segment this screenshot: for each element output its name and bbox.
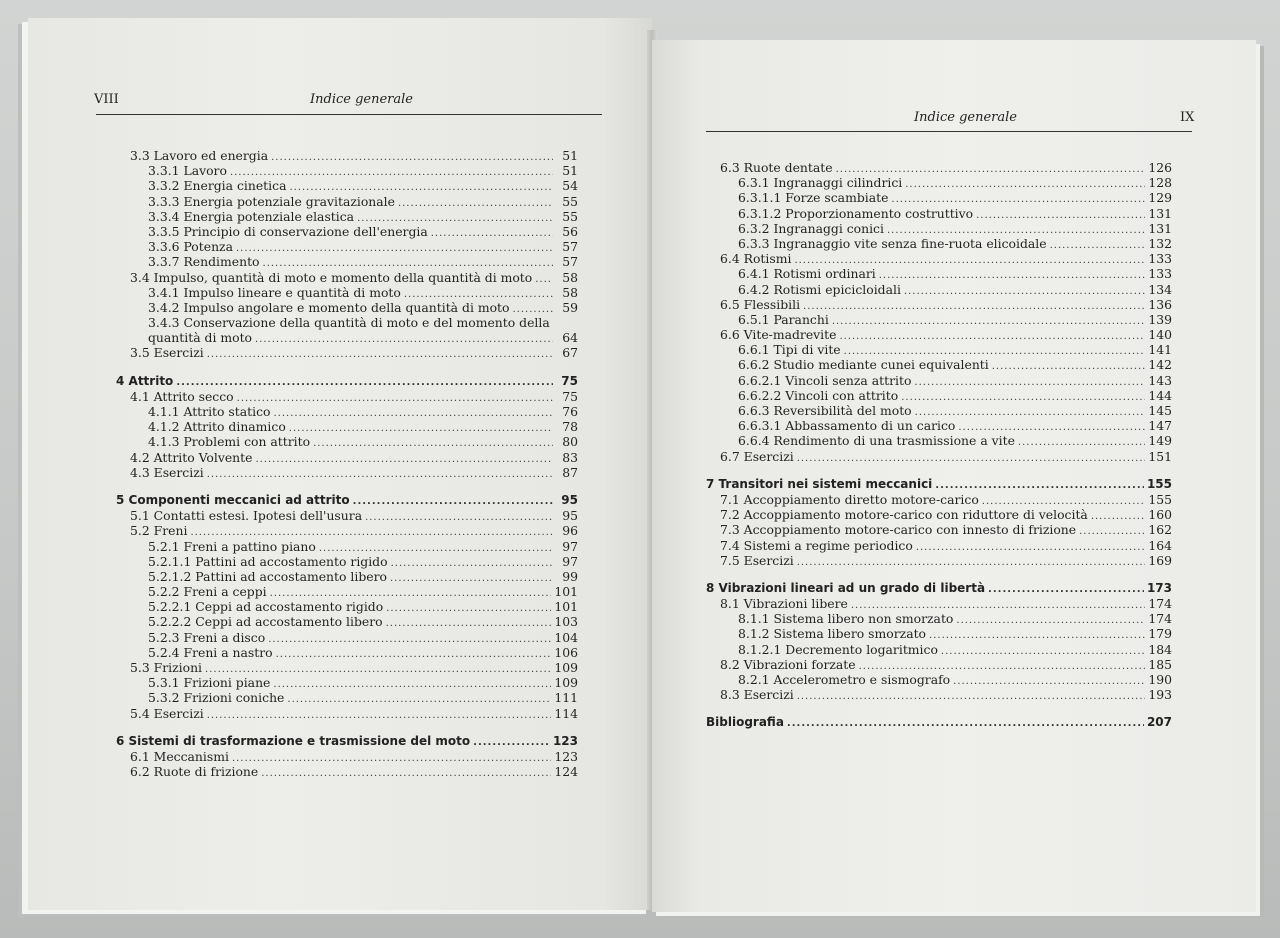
- toc-entry: [116, 706, 578, 721]
- toc-leader-dots: [797, 689, 1146, 704]
- right-running-title: Indice generale: [914, 110, 1017, 125]
- toc-entry-title: 8.2 Vibrazioni forzate: [720, 656, 856, 672]
- toc-entry-title: 4.1 Attrito secco: [130, 388, 234, 404]
- toc-entry: [706, 492, 1172, 507]
- toc-entry: [116, 675, 578, 690]
- toc-leader-dots: [365, 510, 553, 525]
- toc-entry-title: 3.3 Lavoro ed energia: [130, 148, 269, 163]
- toc-entry-title: 6.3.1 Ingranaggi cilindrici: [738, 175, 903, 191]
- toc-entry-title: 4.3 Esercizi: [130, 464, 204, 480]
- toc-page-number: 103: [554, 614, 578, 630]
- toc-page-number: 75: [562, 388, 578, 404]
- toc-page-number: 131: [1148, 220, 1172, 236]
- toc-leader-dots: [904, 284, 1145, 299]
- toc-page-number: 96: [562, 523, 578, 539]
- toc-leader-dots: [386, 601, 551, 616]
- toc-entry: [706, 433, 1172, 448]
- toc-page-number: 133: [1148, 266, 1172, 282]
- toc-entry: [706, 657, 1172, 672]
- toc-page-number: 87: [562, 464, 578, 480]
- toc-page-number: 141: [1148, 342, 1172, 358]
- toc-entry-title: 6.4 Rotismi: [720, 251, 792, 267]
- toc-entry: [706, 357, 1172, 372]
- toc-page-number: 169: [1148, 552, 1172, 568]
- toc-entry: [706, 297, 1172, 312]
- toc-entry: [116, 404, 578, 419]
- toc-leader-dots: [879, 268, 1146, 283]
- toc-entry-title: 6.6.3 Reversibilità del moto: [738, 403, 912, 418]
- toc-leader-dots: [353, 494, 553, 509]
- toc-entry: [116, 148, 578, 163]
- toc-leader-dots: [901, 390, 1145, 405]
- left-header-rule: [96, 114, 602, 115]
- toc-entry: [116, 194, 578, 209]
- toc-entry: [706, 312, 1172, 327]
- toc-entry-title: 5.2.1 Freni a pattino piano: [148, 538, 316, 554]
- toc-entry-title: 5.4 Esercizi: [130, 705, 204, 721]
- toc-page-number: 149: [1148, 433, 1172, 449]
- toc-entry: [706, 449, 1172, 464]
- toc-entry-title: 6.7 Esercizi: [720, 448, 794, 464]
- toc-leader-dots: [236, 241, 553, 256]
- toc-leader-dots: [273, 677, 551, 692]
- toc-entry: [706, 553, 1172, 568]
- toc-page-number: 109: [554, 675, 578, 691]
- toc-entry: [116, 508, 578, 523]
- toc-leader-dots: [398, 196, 553, 211]
- toc-page-number: 51: [562, 148, 578, 163]
- toc-entry-title: 4.2 Attrito Volvente: [130, 449, 253, 465]
- toc-leader-dots: [431, 226, 553, 241]
- toc-entry: [116, 645, 578, 660]
- toc-entry: [706, 342, 1172, 357]
- toc-entry-title: 4.1.1 Attrito statico: [148, 404, 271, 419]
- toc-entry-title: 4 Attrito: [116, 373, 174, 388]
- left-page-number: VIII: [94, 92, 119, 107]
- toc-entry-title: 6.3.2 Ingranaggi conici: [738, 220, 884, 236]
- toc-entry: [116, 209, 578, 224]
- toc-leader-dots: [176, 375, 553, 390]
- toc-page-number: 133: [1148, 251, 1172, 267]
- toc-entry-title: 3.4 Impulso, quantità di moto e momento della quantità di moto: [130, 269, 533, 285]
- toc-page-number: 54: [562, 178, 578, 194]
- toc-page-number: 59: [562, 299, 578, 315]
- toc-entry-title: 5.2 Freni: [130, 523, 188, 539]
- toc-entry: [116, 690, 578, 705]
- toc-page-number: 95: [561, 492, 578, 507]
- toc-entry: [706, 160, 1172, 175]
- toc-entry-title: 7.1 Accoppiamento diretto motore-carico: [720, 491, 979, 507]
- toc-entry: [706, 236, 1172, 251]
- toc-leader-dots: [832, 314, 1146, 329]
- toc-leader-dots: [935, 478, 1144, 493]
- toc-page-number: 160: [1148, 507, 1172, 523]
- toc-page-number: 140: [1148, 327, 1172, 343]
- toc-entry-title: 5.3 Frizioni: [130, 660, 203, 675]
- toc-entry: [706, 596, 1172, 611]
- toc-entry-title: 7.3 Accoppiamento motore-carico con innesto di frizione: [720, 522, 1077, 538]
- toc-page-number: 193: [1148, 687, 1172, 703]
- toc-entry-title: 5.2.3 Freni a disco: [148, 629, 266, 645]
- toc-entry-title: Bibliografia: [706, 715, 784, 730]
- toc-leader-dots: [905, 177, 1145, 192]
- toc-leader-dots: [276, 647, 552, 662]
- toc-entry-title: 3.3.3 Energia potenziale gravitazionale: [148, 193, 395, 209]
- toc-page-number: 57: [562, 239, 578, 255]
- toc-chapter-entry: [116, 493, 578, 508]
- toc-entry: [706, 373, 1172, 388]
- toc-page-number: 123: [554, 748, 578, 764]
- toc-entry-title: 8.1.2.1 Decremento logaritmico: [738, 641, 938, 657]
- toc-page-number: 101: [554, 599, 578, 615]
- toc-entry: [116, 660, 578, 675]
- toc-page-number: 131: [1148, 205, 1172, 221]
- toc-entry: [706, 522, 1172, 537]
- toc-entry: [706, 327, 1172, 342]
- toc-entry: [116, 584, 578, 599]
- toc-page-number: 55: [562, 193, 578, 209]
- toc-leader-dots: [988, 582, 1144, 597]
- toc-entry-title: 6.6.2.2 Vincoli con attrito: [738, 387, 899, 403]
- toc-entry-title: 5.3.1 Frizioni piane: [148, 675, 271, 691]
- left-toc-list: [116, 148, 578, 779]
- toc-entry-title: 6.6.3.1 Abbassamento di un carico: [738, 418, 956, 434]
- toc-entry-title: 5.2.1.2 Pattini ad accostamento libero: [148, 568, 387, 584]
- toc-entry-title: 8.1 Vibrazioni libere: [720, 596, 848, 612]
- toc-page-number: 57: [562, 254, 578, 270]
- toc-leader-dots: [255, 332, 553, 347]
- toc-page-number: 126: [1148, 160, 1172, 175]
- toc-page-number: 111: [554, 690, 578, 706]
- toc-leader-dots: [271, 150, 553, 165]
- toc-page-number: 144: [1148, 387, 1172, 403]
- toc-page-number: 101: [554, 584, 578, 600]
- toc-leader-dots: [839, 329, 1145, 344]
- toc-entry: [116, 450, 578, 465]
- toc-entry: [706, 611, 1172, 626]
- toc-entry: [116, 345, 578, 360]
- toc-page-number: 104: [554, 629, 578, 645]
- toc-leader-dots: [261, 766, 551, 781]
- toc-entry-title: 3.3.6 Potenza: [148, 239, 233, 255]
- toc-chapter-entry: [706, 581, 1172, 596]
- toc-entry-title: 6.6.2 Studio mediante cunei equivalenti: [738, 357, 989, 373]
- toc-entry-title: 6.6.1 Tipi di vite: [738, 342, 841, 358]
- toc-entry: [116, 239, 578, 254]
- toc-page-number: 139: [1148, 311, 1172, 327]
- toc-entry-title: 3.3.5 Principio di conservazione dell'energia: [148, 223, 428, 239]
- toc-page-number: 145: [1148, 403, 1172, 418]
- toc-entry-title: 5.3.2 Frizioni coniche: [148, 690, 285, 706]
- toc-entry-title: 6.6 Vite-madrevite: [720, 327, 837, 343]
- toc-leader-dots: [1091, 509, 1146, 524]
- left-page: [28, 18, 652, 910]
- toc-chapter-entry: [116, 374, 578, 389]
- toc-page-number: 95: [562, 508, 578, 524]
- toc-chapter-entry: [706, 715, 1172, 730]
- toc-entry: [116, 419, 578, 434]
- toc-chapter-entry: [706, 477, 1172, 492]
- toc-entry-title: 6.4.2 Rotismi epicicloidali: [738, 281, 901, 297]
- toc-page-number: 164: [1148, 537, 1172, 553]
- toc-leader-dots: [797, 451, 1146, 466]
- toc-entry: [116, 630, 578, 645]
- toc-page-number: 124: [554, 764, 578, 780]
- toc-page-number: 151: [1148, 448, 1172, 464]
- toc-entry-title: 6.3 Ruote dentate: [720, 160, 833, 175]
- toc-entry: [706, 672, 1172, 687]
- toc-entry: [706, 626, 1172, 641]
- toc-entry: [116, 764, 578, 779]
- toc-leader-dots: [953, 674, 1145, 689]
- toc-leader-dots: [535, 272, 553, 287]
- toc-entry-title: 3.3.1 Lavoro: [148, 163, 227, 179]
- toc-leader-dots: [956, 613, 1145, 628]
- toc-entry: [706, 687, 1172, 702]
- toc-entry: [706, 282, 1172, 297]
- toc-leader-dots: [916, 540, 1146, 555]
- toc-entry-title: 3.5 Esercizi: [130, 345, 204, 361]
- toc-entry: [706, 418, 1172, 433]
- toc-leader-dots: [207, 467, 553, 482]
- toc-entry-title: 5.2.2.2 Ceppi ad accostamento libero: [148, 614, 383, 630]
- toc-page-number: 80: [562, 434, 578, 450]
- toc-entry-title: 5.2.2 Freni a ceppi: [148, 584, 267, 600]
- toc-entry-title: 6.6.2.1 Vincoli senza attrito: [738, 372, 912, 388]
- toc-entry: [116, 270, 578, 285]
- toc-entry-title: 5.2.4 Freni a nastro: [148, 644, 273, 660]
- toc-entry: [706, 507, 1172, 522]
- toc-leader-dots: [914, 375, 1145, 390]
- toc-entry-title: 8.1.2 Sistema libero smorzato: [738, 626, 927, 642]
- toc-leader-dots: [268, 632, 551, 647]
- toc-entry: [706, 388, 1172, 403]
- toc-entry: [116, 434, 578, 449]
- toc-entry: [706, 190, 1172, 205]
- toc-entry: [116, 285, 578, 300]
- toc-entry-title: 7.2 Accoppiamento motore-carico con riduttore di velocità: [720, 507, 1088, 523]
- toc-page-number: 75: [561, 373, 578, 388]
- toc-page-number: 155: [1148, 491, 1172, 507]
- toc-leader-dots: [473, 735, 550, 750]
- toc-entry-title: 6 Sistemi di trasformazione e trasmissione del moto: [116, 733, 471, 748]
- right-page-number: IX: [1180, 110, 1195, 125]
- toc-entry: [116, 178, 578, 193]
- toc-leader-dots: [992, 359, 1146, 374]
- toc-chapter-entry: [116, 734, 578, 749]
- toc-entry: [116, 224, 578, 239]
- toc-leader-dots: [929, 628, 1145, 643]
- toc-entry-title: 4.1.3 Problemi con attrito: [148, 434, 311, 450]
- toc-entry: [706, 206, 1172, 221]
- toc-entry: [116, 614, 578, 629]
- toc-page-number: 123: [552, 733, 578, 748]
- toc-leader-dots: [787, 716, 1144, 731]
- toc-page-number: 78: [562, 419, 578, 435]
- toc-entry-title: 5.1 Contatti estesi. Ipotesi dell'usura: [130, 508, 363, 524]
- toc-entry-title: 8.3 Esercizi: [720, 687, 794, 703]
- toc-leader-dots: [313, 436, 553, 451]
- toc-entry-title: 5 Componenti meccanici ad attrito: [116, 492, 350, 507]
- toc-entry: [706, 403, 1172, 418]
- toc-entry: [116, 163, 578, 178]
- toc-entry-title: 3.3.4 Energia potenziale elastica: [148, 208, 355, 224]
- toc-entry-title: quantità di moto: [148, 330, 253, 346]
- toc-entry-title: 8 Vibrazioni lineari ad un grado di libertà: [706, 580, 986, 595]
- toc-page-number: 184: [1148, 641, 1172, 657]
- right-header-rule: [706, 131, 1192, 132]
- toc-entry: [116, 300, 578, 315]
- toc-entry: [116, 389, 578, 404]
- toc-leader-dots: [386, 616, 552, 631]
- toc-entry-title: 5.2.1.1 Pattini ad accostamento rigido: [148, 553, 388, 569]
- toc-page-number: 190: [1148, 672, 1172, 687]
- toc-page-number: 64: [562, 330, 578, 346]
- toc-entry: [116, 330, 578, 345]
- toc-page-number: 134: [1148, 281, 1172, 297]
- toc-entry-title: 7 Transitori nei sistemi meccanici: [706, 476, 933, 491]
- toc-entry: [116, 554, 578, 569]
- toc-entry-title: 6.5.1 Paranchi: [738, 311, 829, 327]
- toc-page-number: 97: [562, 538, 578, 554]
- toc-page-number: 55: [562, 208, 578, 224]
- toc-entry: [706, 251, 1172, 266]
- toc-entry-title: 6.1 Meccanismi: [130, 748, 229, 764]
- toc-entry-title: 6.3.1.1 Forze scambiate: [738, 190, 889, 206]
- toc-entry: [116, 569, 578, 584]
- toc-entry-title: 3.4.2 Impulso angolare e momento della quantità di moto: [148, 299, 510, 315]
- toc-entry-title: 8.1.1 Sistema libero non smorzato: [738, 611, 954, 627]
- toc-leader-dots: [255, 452, 553, 467]
- toc-leader-dots: [274, 406, 554, 421]
- toc-page-number: 97: [562, 553, 578, 569]
- right-page: [652, 40, 1256, 912]
- toc-page-number: 106: [554, 644, 578, 660]
- toc-leader-dots: [797, 555, 1146, 570]
- toc-leader-dots: [289, 421, 553, 436]
- toc-page-number: 51: [562, 163, 578, 179]
- toc-leader-dots: [287, 692, 551, 707]
- toc-leader-dots: [207, 347, 553, 362]
- toc-leader-dots: [1079, 524, 1145, 539]
- toc-leader-dots: [803, 299, 1145, 314]
- toc-entry: [116, 599, 578, 614]
- toc-entry-title: 6.4.1 Rotismi ordinari: [738, 266, 876, 282]
- toc-entry-title: 4.1.2 Attrito dinamico: [148, 419, 286, 435]
- toc-leader-dots: [207, 708, 552, 723]
- toc-leader-dots: [1050, 238, 1146, 253]
- toc-leader-dots: [237, 391, 553, 406]
- toc-entry-title: 3.3.7 Rendimento: [148, 254, 260, 270]
- toc-leader-dots: [390, 571, 553, 586]
- toc-page-number: 76: [562, 404, 578, 419]
- toc-page-number: 142: [1148, 357, 1172, 373]
- toc-leader-dots: [941, 644, 1145, 659]
- toc-entry-title: 6.6.4 Rendimento di una trasmissione a vite: [738, 433, 1015, 449]
- toc-page-number: 174: [1148, 611, 1172, 627]
- toc-entry-title: 6.5 Flessibili: [720, 296, 801, 312]
- toc-entry: [706, 221, 1172, 236]
- toc-entry-title: 6.2 Ruote di frizione: [130, 764, 259, 780]
- toc-page-number: 155: [1146, 476, 1172, 491]
- toc-page-number: 58: [562, 269, 578, 285]
- toc-page-number: 129: [1148, 190, 1172, 206]
- toc-entry-title: 3.3.2 Energia cinetica: [148, 178, 287, 194]
- right-toc-list: [706, 160, 1172, 731]
- toc-page-number: 207: [1146, 715, 1172, 730]
- toc-page-number: 109: [554, 660, 578, 675]
- toc-leader-dots: [391, 556, 553, 571]
- toc-leader-dots: [976, 208, 1145, 223]
- toc-page-number: 99: [562, 568, 578, 584]
- toc-page-number: 58: [562, 284, 578, 300]
- toc-page-number: 136: [1148, 296, 1172, 312]
- toc-page-number: 128: [1148, 175, 1172, 191]
- toc-page-number: 173: [1146, 580, 1172, 595]
- toc-page-number: 143: [1148, 372, 1172, 388]
- toc-page-number: 185: [1148, 656, 1172, 672]
- toc-entry: [116, 465, 578, 480]
- toc-entry-title: 3.4.1 Impulso lineare e quantità di moto: [148, 284, 401, 300]
- toc-entry: [706, 642, 1172, 657]
- toc-page-number: 114: [554, 705, 578, 721]
- toc-leader-dots: [1018, 435, 1145, 450]
- toc-page-number: 132: [1148, 235, 1172, 251]
- toc-entry: [706, 538, 1172, 553]
- toc-entry: [116, 523, 578, 538]
- toc-entry-title: 5.2.2.1 Ceppi ad accostamento rigido: [148, 599, 384, 615]
- toc-entry-title: 7.5 Esercizi: [720, 552, 794, 568]
- toc-entry-title: 6.3.3 Ingranaggio vite senza fine-ruota elicoidale: [738, 235, 1047, 251]
- toc-entry-title: 6.3.1.2 Proporzionamento costruttivo: [738, 205, 974, 221]
- toc-page-number: 67: [562, 345, 578, 361]
- toc-page-number: 174: [1148, 596, 1172, 612]
- toc-page-number: 179: [1148, 626, 1172, 642]
- toc-page-number: 147: [1148, 418, 1172, 434]
- toc-entry: [116, 539, 578, 554]
- toc-entry-title: 8.2.1 Accelerometro e sismografo: [738, 672, 951, 687]
- toc-page-number: 162: [1148, 522, 1172, 538]
- toc-entry-title: 3.4.3 Conservazione della quantità di moto e del momento della: [148, 315, 550, 331]
- toc-leader-dots: [232, 751, 551, 766]
- toc-entry: [116, 254, 578, 269]
- toc-page-number: 83: [562, 449, 578, 465]
- toc-entry: [116, 749, 578, 764]
- toc-entry-title: 7.4 Sistemi a regime periodico: [720, 537, 913, 553]
- toc-entry: [706, 175, 1172, 190]
- toc-entry: [706, 266, 1172, 281]
- left-running-title: Indice generale: [310, 92, 413, 107]
- toc-entry: [116, 315, 578, 330]
- toc-page-number: 56: [562, 223, 578, 239]
